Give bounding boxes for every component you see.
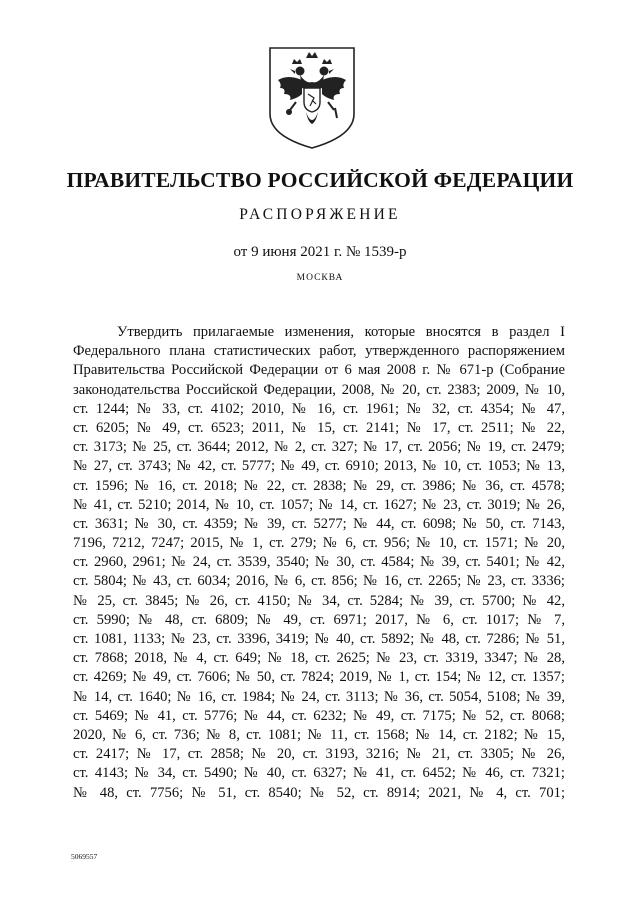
body-line: ст. 4143; № 34, ст. 5490; № 40, ст. 6327; № 41, ст. 6452; № 46, ст. 7321; — [73, 765, 565, 782]
body-line: ст. 3631; № 30, ст. 4359; № 39, ст. 5277; № 44, ст. 6098; № 50, ст. 7143, — [73, 515, 565, 532]
body-line: № 27, ст. 3743; № 42, ст. 5777; № 49, ст. 6910; 2013, № 10, ст. 1053; № 13, — [73, 458, 565, 475]
body-line: законодательства Российской Федерации, 2008, № 20, ст. 2383; 2009, № 10, — [73, 381, 565, 398]
document-city: МОСКВА — [296, 273, 344, 283]
document-type: РАСПОРЯЖЕНИЕ — [239, 206, 401, 223]
document-id: 5069557 — [71, 852, 98, 861]
body-line: № 48, ст. 7756; № 51, ст. 8540; № 52, ст. 8914; 2021, № 4, ст. 701; — [73, 784, 565, 801]
body-line: ст. 5990; № 48, ст. 6809; № 49, ст. 6971; 2017, № 6, ст. 1017; № 7, — [73, 611, 565, 628]
body-line: ст. 1596; № 16, ст. 2018; № 22, ст. 2838; № 29, ст. 3986; № 36, ст. 4578; — [73, 477, 565, 494]
body-line: 7196, 7212, 7247; 2015, № 1, ст. 279; № 6, ст. 956; № 10, ст. 1571; № 20, — [73, 535, 565, 552]
body-line: ст. 7868; 2018, № 4, ст. 649; № 18, ст. 2625; № 23, ст. 3319, 3347; № 28, — [73, 650, 565, 667]
body-line: № 25, ст. 3845; № 26, ст. 4150; № 34, ст. 5284; № 39, ст. 5700; № 42, — [73, 592, 565, 609]
body-line: ст. 1081, 1133; № 23, ст. 3396, 3419; № 40, ст. 5892; № 48, ст. 7286; № 51, — [73, 631, 565, 647]
body-line: ст. 3173; № 25, ст. 3644; 2012, № 2, ст. 327; № 17, ст. 2056; № 19, ст. 2479; — [73, 439, 565, 456]
body-line: Правительства Российской Федерации от 6 мая 2008 г. № 671-р (Собрание — [73, 362, 565, 379]
body-line: № 41, ст. 5210; 2014, № 10, ст. 1057; № 14, ст. 1627; № 23, ст. 3019; № 26, — [73, 496, 565, 513]
coat-of-arms-icon — [266, 44, 358, 152]
body-line: ст. 1244; № 33, ст. 4102; 2010, № 16, ст. 1961; № 32, ст. 4354; № 47, — [73, 400, 565, 417]
government-title: ПРАВИТЕЛЬСТВО РОССИЙСКОЙ ФЕДЕРАЦИИ — [66, 168, 574, 192]
body-line: Федерального плана статистических работ, утвержденного распоряжением — [73, 343, 565, 360]
document-body — [73, 323, 565, 803]
body-line: ст. 2417; № 17, ст. 2858; № 20, ст. 3193, 3216; № 21, ст. 3305; № 26, — [73, 746, 565, 763]
body-line: ст. 4269; № 49, ст. 7606; № 50, ст. 7824; 2019, № 1, ст. 154; № 12, ст. 1357; — [73, 669, 565, 686]
body-line: ст. 5804; № 43, ст. 6034; 2016, № 6, ст. 856; № 16, ст. 2265; № 23, ст. 3336; — [73, 573, 565, 590]
body-line: ст. 2960, 2961; № 24, ст. 3539, 3540; № 30, ст. 4584; № 39, ст. 5401; № 42, — [73, 554, 565, 571]
document-date-number: от 9 июня 2021 г. № 1539-р — [233, 244, 407, 260]
body-line: ст. 6205; № 49, ст. 6523; 2011, № 15, ст. 2141; № 17, ст. 2511; № 22, — [73, 419, 565, 436]
body-line: Утвердить прилагаемые изменения, которые вносятся в раздел I — [117, 324, 565, 340]
body-line: № 14, ст. 1640; № 16, ст. 1984; № 24, ст. 3113; № 36, ст. 5054, 5108; № 39, — [73, 688, 565, 705]
body-line: 2020, № 6, ст. 736; № 8, ст. 1081; № 11, ст. 1568; № 14, ст. 2182; № 15, — [73, 726, 565, 743]
body-line: ст. 5469; № 41, ст. 5776; № 44, ст. 6232; № 49, ст. 7175; № 52, ст. 8068; — [73, 707, 565, 724]
